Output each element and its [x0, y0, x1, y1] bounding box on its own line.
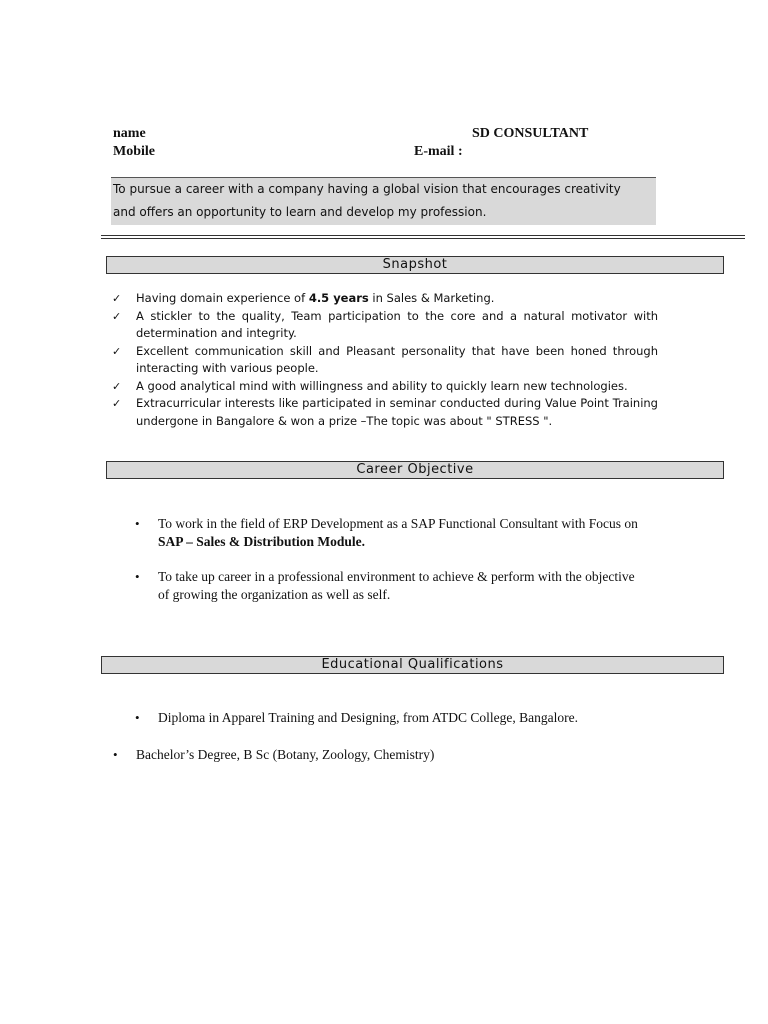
experience-years: 4.5 years	[308, 291, 369, 305]
divider-line	[101, 235, 745, 236]
name-label: name	[113, 126, 146, 141]
list-item: ✓ A good analytical mind with willingness and ability to quickly learn new technologies.	[112, 378, 658, 396]
email-label: E-mail :	[414, 144, 463, 159]
bullet-icon: •	[113, 747, 118, 762]
list-item: • Bachelor’s Degree, B Sc (Botany, Zoology, Chemistry)	[113, 747, 435, 762]
list-item: • Diploma in Apparel Training and Designing, from ATDC College, Bangalore.	[135, 710, 578, 725]
checkmark-icon: ✓	[112, 397, 122, 410]
list-item: • To take up career in a professional environment to achieve & perform with the objective of growing the organization as well as self.	[135, 569, 635, 602]
education-list	[135, 709, 695, 727]
objective-line: and offers an opportunity to learn and develop my profession.	[113, 205, 487, 219]
list-item: ✓ Having domain experience of 4.5 years in Sales & Marketing.	[112, 290, 658, 308]
divider-line	[101, 238, 745, 239]
bullet-icon: •	[135, 710, 140, 725]
list-item: ✓ Extracurricular interests like participated in seminar conducted during Value Point Training undergone in Bangalore & won a prize –The topic was about " STRESS ".	[112, 396, 658, 428]
bullet-icon: •	[135, 569, 140, 584]
checkmark-icon: ✓	[112, 309, 122, 323]
snapshot-list	[112, 290, 658, 430]
checkmark-icon: ✓	[112, 379, 122, 393]
career-objective-list	[135, 515, 640, 604]
education-list-secondary	[113, 746, 693, 764]
snapshot-heading: Snapshot	[106, 256, 724, 274]
objective-line: To pursue a career with a company having a global vision that encourages creativity	[113, 182, 621, 196]
career-objective-heading: Career Objective	[106, 461, 724, 479]
list-item: ✓ A stickler to the quality, Team participation to the core and a natural motivator with determination and integrity.	[112, 308, 658, 340]
sap-module: SAP – Sales & Distribution Module.	[158, 534, 366, 549]
mobile-label: Mobile	[113, 144, 155, 159]
list-item: • To work in the field of ERP Development as a SAP Functional Consultant with Focus on SAP – Sales & Distribution Module.	[135, 516, 638, 549]
role-title: SD CONSULTANT	[472, 126, 589, 141]
objective-statement	[111, 177, 656, 225]
checkmark-icon: ✓	[112, 344, 122, 358]
education-heading: Educational Qualifications	[101, 656, 724, 674]
checkmark-icon: ✓	[112, 292, 122, 305]
list-item: ✓ Excellent communication skill and Pleasant personality that have been honed through interacting with various people.	[112, 343, 658, 375]
bullet-icon: •	[135, 516, 140, 531]
